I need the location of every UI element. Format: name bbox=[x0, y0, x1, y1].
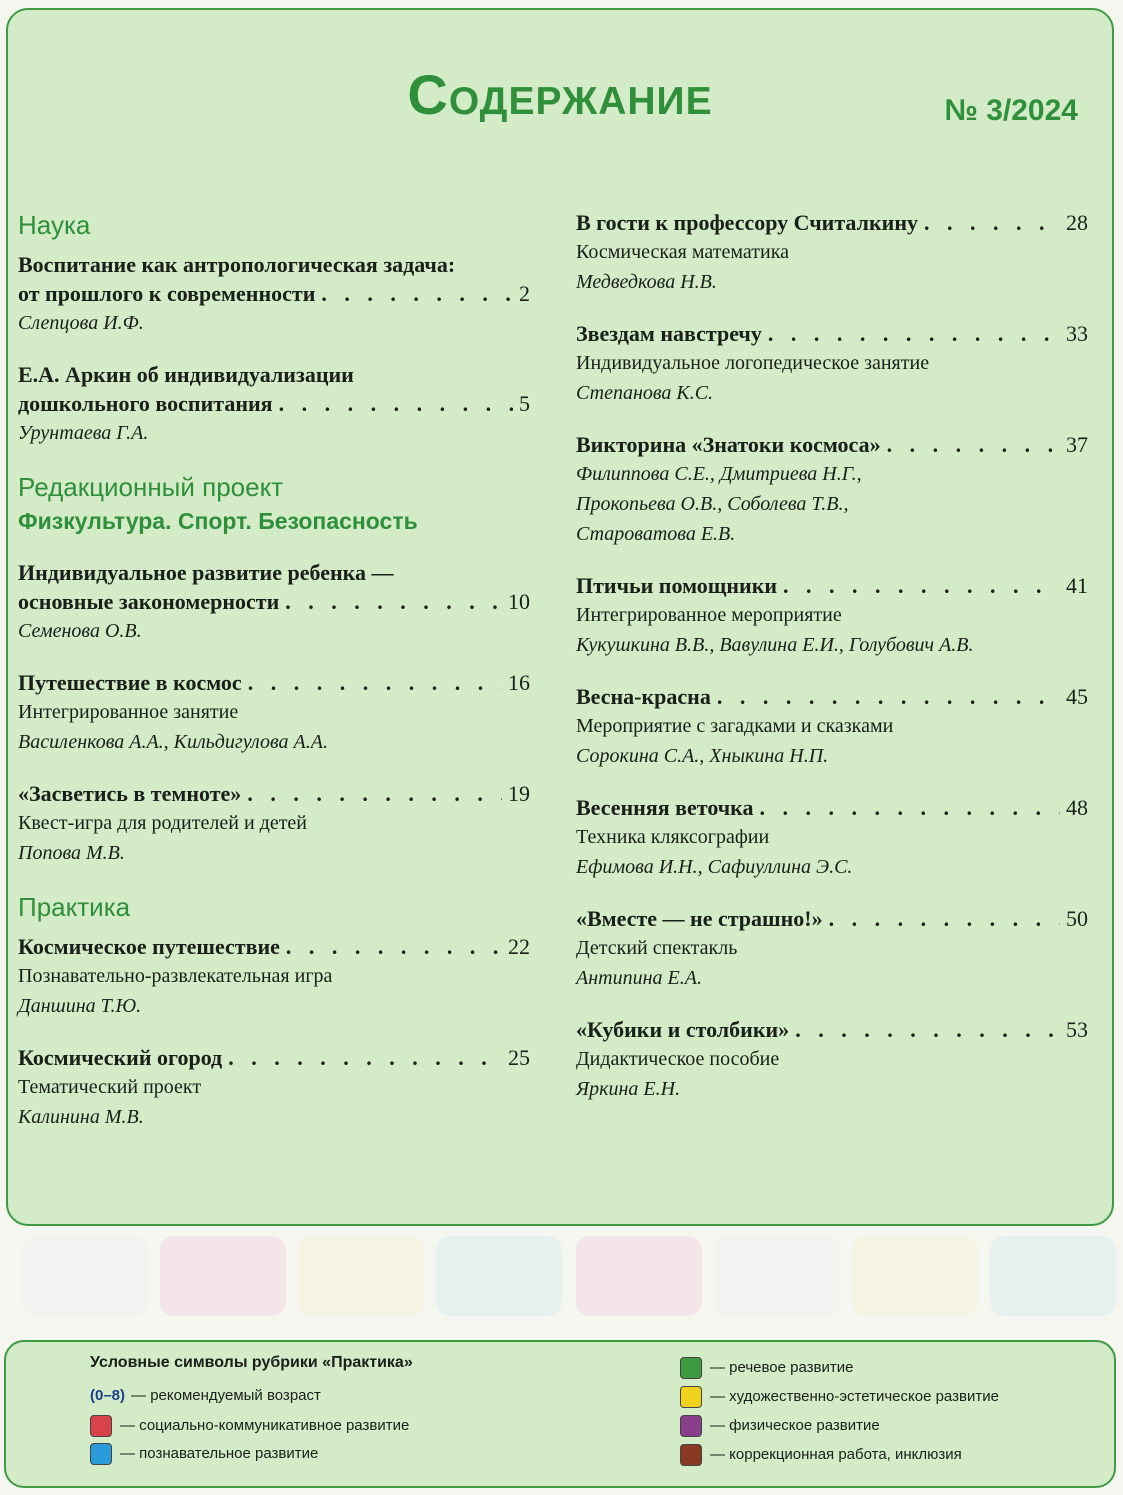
toc-entry[interactable] bbox=[576, 904, 1088, 993]
decor-tile bbox=[160, 1236, 286, 1316]
entry-subtitle: Техника кляксографии bbox=[576, 826, 770, 848]
entry-title: от прошлого к современности bbox=[18, 281, 316, 306]
page-number: 53 bbox=[1066, 1017, 1088, 1042]
legend-text: — физическое развитие bbox=[710, 1417, 880, 1434]
toc-entry[interactable] bbox=[576, 1015, 1088, 1104]
entry-title: Весна-красна bbox=[576, 684, 711, 709]
entry-subtitle: Познавательно-развлекательная игра bbox=[18, 965, 333, 987]
legend-text: — художественно-эстетическое развитие bbox=[710, 1388, 999, 1405]
toc-entry[interactable] bbox=[576, 571, 1088, 660]
legend-title: Условные символы рубрики «Практика» bbox=[90, 1354, 413, 1371]
page-number: 45 bbox=[1066, 684, 1088, 709]
toc-entry[interactable] bbox=[576, 793, 1088, 882]
entry-title: Е.А. Аркин об индивидуализации bbox=[18, 362, 354, 387]
entry-title: Космическое путешествие bbox=[18, 934, 280, 959]
entry-title: Птичьи помощники bbox=[576, 573, 778, 598]
legend-text: — речевое развитие bbox=[710, 1359, 854, 1376]
leader-dots bbox=[887, 430, 1060, 459]
leader-dots bbox=[717, 682, 1060, 711]
leader-dots bbox=[248, 668, 502, 697]
entry-subtitle: Интегрированное мероприятие bbox=[576, 604, 842, 626]
section-title-project: Редакционный проект bbox=[18, 472, 284, 502]
entry-author: Прокопьева О.В., Соболева Т.В., bbox=[576, 493, 849, 515]
entry-title: дошкольного воспитания bbox=[18, 391, 273, 416]
toc-entry[interactable] bbox=[18, 360, 530, 448]
legend-text: — коррекционная работа, инклюзия bbox=[710, 1446, 962, 1463]
legend-item bbox=[90, 1414, 409, 1438]
leader-dots bbox=[795, 1015, 1060, 1044]
entry-author: Степанова К.С. bbox=[576, 382, 714, 404]
swatch-yellow-icon bbox=[680, 1386, 702, 1408]
entry-author: Попова М.В. bbox=[18, 842, 125, 864]
entry-title: «Засветись в темноте» bbox=[18, 781, 242, 806]
toc-entry[interactable] bbox=[576, 208, 1088, 297]
entry-title: Воспитание как антропологическая задача: bbox=[18, 252, 456, 277]
leader-dots bbox=[783, 571, 1060, 600]
page-number: 48 bbox=[1066, 795, 1088, 820]
entry-author: Сорокина С.А., Хныкина Н.П. bbox=[576, 745, 829, 767]
entry-title: Индивидуальное развитие ребенка — bbox=[18, 560, 394, 585]
entry-author: Филиппова С.Е., Дмитриева Н.Г., bbox=[576, 463, 862, 485]
decor-tile bbox=[576, 1236, 702, 1316]
entry-author: Кукушкина В.В., Вавулина Е.И., Голубович А.В. bbox=[576, 634, 974, 656]
page-number: 2 bbox=[519, 281, 530, 306]
legend-text: — рекомендуемый возраст bbox=[131, 1387, 321, 1404]
decor-tile bbox=[298, 1236, 424, 1316]
entry-subtitle: Индивидуальное логопедическое занятие bbox=[576, 352, 930, 374]
leader-dots bbox=[286, 932, 502, 961]
page-number: 41 bbox=[1066, 573, 1088, 598]
entry-author: Антипина Е.А. bbox=[576, 967, 702, 989]
decor-tile bbox=[852, 1236, 978, 1316]
entry-author: Медведкова Н.В. bbox=[576, 271, 717, 293]
legend-age bbox=[90, 1384, 321, 1408]
entry-title: основные закономерности bbox=[18, 589, 280, 614]
issue-number: № 3/2024 bbox=[944, 94, 1078, 127]
entry-author: Семенова О.В. bbox=[18, 620, 142, 642]
leader-dots bbox=[228, 1043, 502, 1072]
page-number: 25 bbox=[508, 1045, 530, 1070]
section-subtitle-project: Физкультура. Спорт. Безопасность bbox=[18, 508, 418, 534]
entry-author: Яркина Е.Н. bbox=[576, 1078, 681, 1100]
toc-entry[interactable] bbox=[576, 682, 1088, 771]
page-number: 22 bbox=[508, 934, 530, 959]
leader-dots bbox=[247, 779, 502, 808]
toc-entry[interactable] bbox=[576, 430, 1088, 549]
decorative-tiles bbox=[14, 1236, 1114, 1316]
section-title-nauka: Наука bbox=[18, 210, 91, 240]
toc-entry[interactable] bbox=[18, 779, 530, 868]
swatch-blue-icon bbox=[90, 1443, 112, 1465]
swatch-brown-icon bbox=[680, 1444, 702, 1466]
toc-entry[interactable] bbox=[576, 319, 1088, 408]
toc-entry[interactable] bbox=[18, 932, 530, 1021]
page-number: 19 bbox=[508, 781, 530, 806]
section-title-praktika: Практика bbox=[18, 892, 131, 922]
entry-author: Даншина Т.Ю. bbox=[18, 995, 142, 1017]
entry-author: Калинина М.В. bbox=[18, 1106, 144, 1128]
toc-entry[interactable] bbox=[18, 668, 530, 757]
legend-item bbox=[680, 1414, 880, 1438]
page-title: Содержание bbox=[407, 63, 713, 126]
entry-subtitle: Детский спектакль bbox=[576, 937, 738, 959]
entry-title: В гости к профессору Считалкину bbox=[576, 210, 918, 235]
page-number: 28 bbox=[1066, 210, 1088, 235]
decor-tile bbox=[22, 1236, 148, 1316]
right-column bbox=[576, 208, 1088, 1126]
decor-tile bbox=[436, 1236, 562, 1316]
page-number: 16 bbox=[508, 670, 530, 695]
leader-dots bbox=[829, 904, 1060, 933]
leader-dots bbox=[321, 279, 513, 308]
entry-title: «Вместе — не страшно!» bbox=[576, 906, 823, 931]
decor-tile bbox=[990, 1236, 1116, 1316]
entry-subtitle: Интегрированное занятие bbox=[18, 701, 239, 723]
legend-panel bbox=[4, 1340, 1116, 1488]
decor-tile bbox=[714, 1236, 840, 1316]
entry-title: Космический огород bbox=[18, 1045, 223, 1070]
entry-title: Звездам навстречу bbox=[576, 321, 762, 346]
swatch-purple-icon bbox=[680, 1415, 702, 1437]
entry-subtitle: Дидактическое пособие bbox=[576, 1048, 780, 1070]
entry-author: Слепцова И.Ф. bbox=[18, 312, 144, 334]
swatch-red-icon bbox=[90, 1415, 112, 1437]
legend-text: — социально-коммуникативное развитие bbox=[120, 1417, 410, 1434]
entry-title: Весенняя веточка bbox=[576, 795, 754, 820]
legend-item bbox=[90, 1442, 318, 1466]
leader-dots bbox=[279, 389, 513, 418]
entry-title: Путешествие в космос bbox=[18, 670, 242, 695]
legend-text: — познавательное развитие bbox=[120, 1445, 319, 1462]
left-column bbox=[18, 208, 530, 1154]
legend-item bbox=[680, 1385, 999, 1409]
entry-subtitle: Мероприятие с загадками и сказками bbox=[576, 715, 894, 737]
entry-subtitle: Космическая математика bbox=[576, 241, 789, 263]
toc-entry[interactable] bbox=[18, 250, 530, 338]
page-number: 5 bbox=[519, 391, 530, 416]
entry-subtitle: Квест-игра для родителей и детей bbox=[18, 812, 308, 834]
entry-author: Василенкова А.А., Кильдигулова А.А. bbox=[18, 731, 328, 753]
toc-entry[interactable] bbox=[18, 1043, 530, 1132]
toc-entry[interactable] bbox=[18, 558, 530, 646]
entry-subtitle: Тематический проект bbox=[18, 1076, 202, 1098]
page-number: 10 bbox=[508, 589, 530, 614]
age-symbol: (0–8) bbox=[90, 1387, 126, 1404]
leader-dots bbox=[760, 793, 1060, 822]
leader-dots bbox=[768, 319, 1060, 348]
entry-title: Викторина «Знатоки космоса» bbox=[576, 432, 881, 457]
entry-author: Урунтаева Г.А. bbox=[18, 422, 149, 444]
entry-title: «Кубики и столбики» bbox=[576, 1017, 790, 1042]
leader-dots bbox=[285, 587, 502, 616]
legend-item bbox=[680, 1356, 854, 1380]
entry-author: Ефимова И.Н., Сафиуллина Э.С. bbox=[576, 856, 853, 878]
page-number: 37 bbox=[1066, 432, 1088, 457]
page-number: 33 bbox=[1066, 321, 1088, 346]
leader-dots bbox=[924, 208, 1060, 237]
swatch-green-icon bbox=[680, 1357, 702, 1379]
legend-item bbox=[680, 1443, 962, 1467]
entry-author: Староватова Е.В. bbox=[576, 523, 736, 545]
page-number: 50 bbox=[1066, 906, 1088, 931]
